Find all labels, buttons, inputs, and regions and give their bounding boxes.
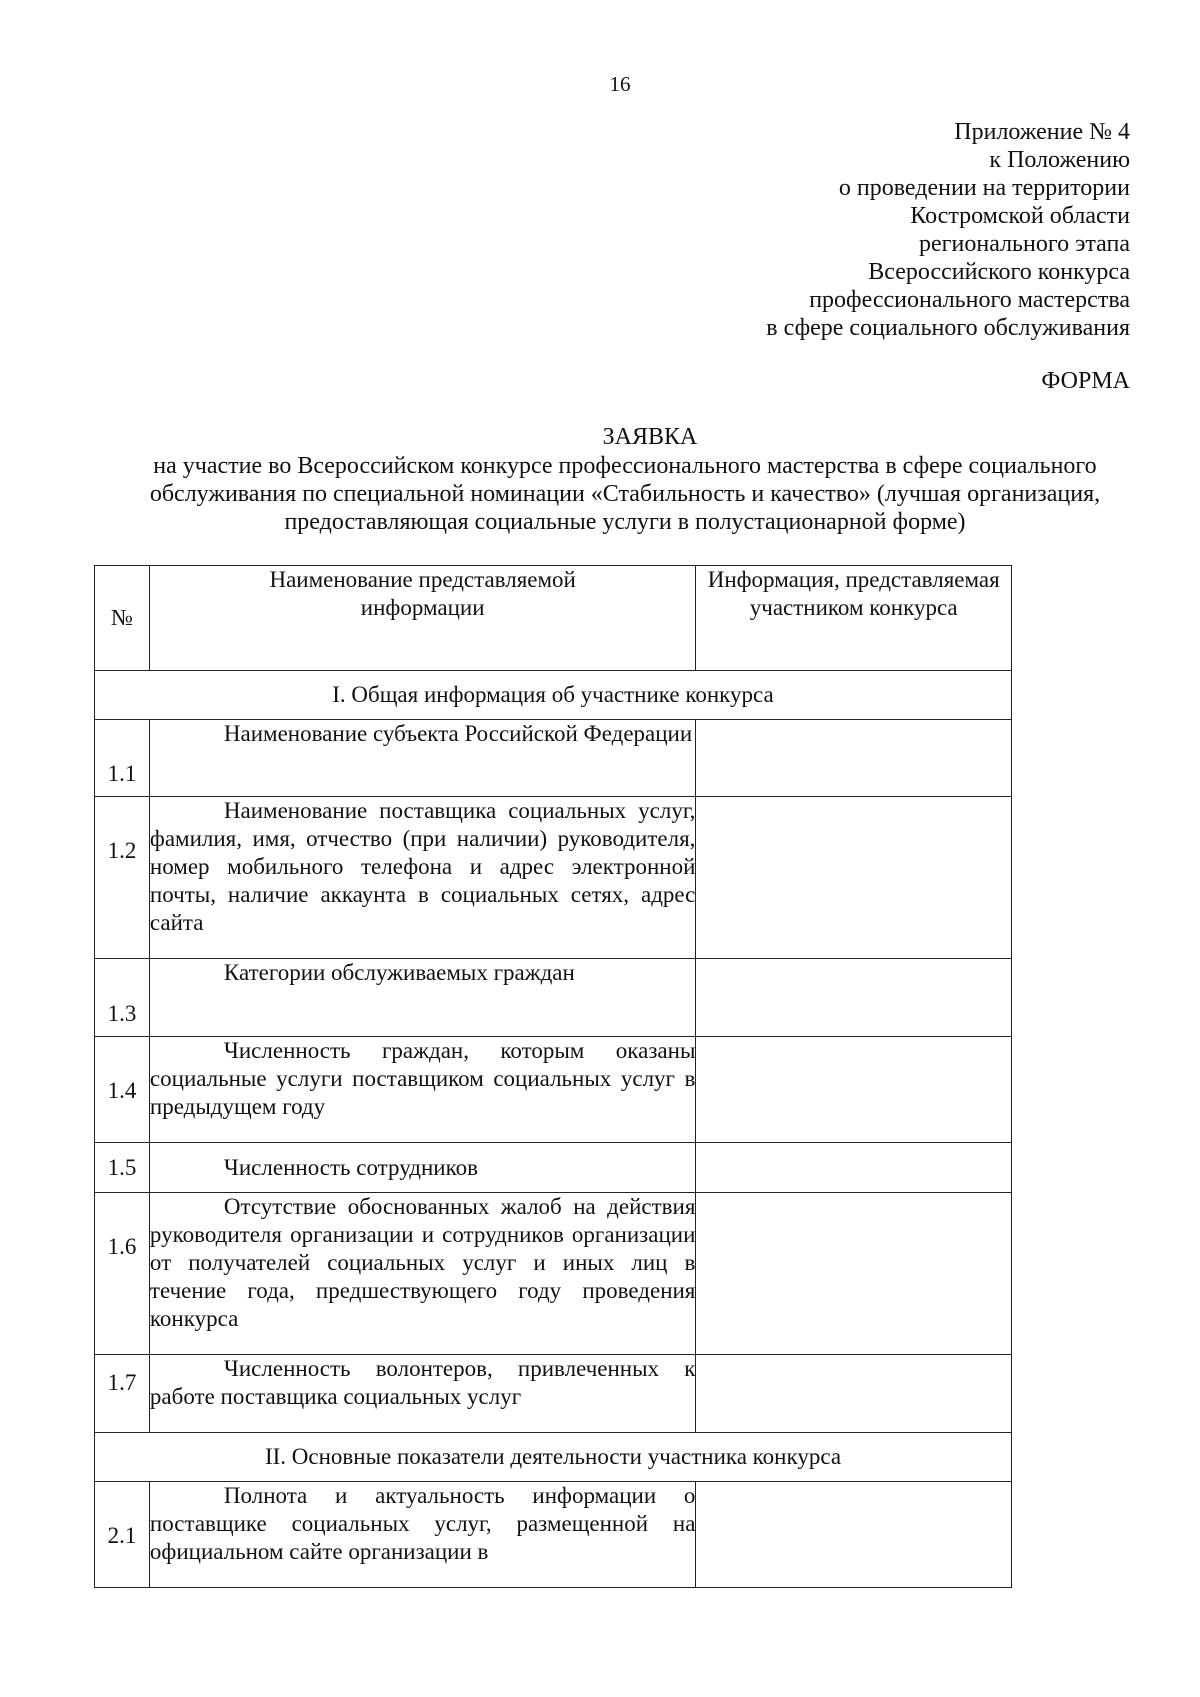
appendix-line: в сфере социального обслуживания: [766, 315, 1130, 341]
row-text: [149, 1037, 695, 1143]
row-text: [149, 1193, 695, 1355]
row-number: 1.4: [95, 1037, 150, 1143]
info-cell[interactable]: [696, 1037, 1012, 1143]
subtitle-line: обслуживания по специальной номинации «Стабильность и качество» (лучшая организация,: [149, 481, 1101, 507]
subtitle-line: на участие во Всероссийском конкурсе профессионального мастерства в сфере социального: [153, 453, 1097, 479]
table-row: [95, 1037, 1012, 1143]
info-cell[interactable]: [696, 720, 1012, 797]
row-text: [149, 959, 695, 1037]
row-text: [149, 797, 695, 959]
table-row: [95, 1355, 1012, 1433]
info-cell[interactable]: [696, 959, 1012, 1037]
row-number: 1.7: [95, 1355, 150, 1433]
section-row: [95, 671, 1012, 720]
appendix-line: Приложение № 4: [954, 119, 1130, 145]
row-text: [149, 720, 695, 797]
application-form-table: [94, 565, 1012, 1588]
header-info-value: Информация, представляемая участником конкурса: [696, 566, 1012, 671]
table-row: [95, 1482, 1012, 1588]
row-text: [149, 1355, 695, 1433]
row-number: 1.2: [95, 797, 150, 959]
appendix-line: профессионального мастерства: [809, 287, 1130, 313]
row-number: 2.1: [95, 1482, 150, 1588]
appendix-line: о проведении на территории: [838, 175, 1130, 201]
row-number: 1.1: [95, 720, 150, 797]
table-header-row: [95, 566, 1012, 671]
table-row: [95, 797, 1012, 959]
appendix-block: [766, 118, 1130, 342]
row-text-content: Отсутствие обоснованных жалоб на действия руководителя организации и сотрудников организации от получателей социальных услуг и иных лиц в течение года, предшествующего году проведения конкурса: [149, 1194, 696, 1331]
row-number: 1.5: [95, 1143, 150, 1193]
row-text-content: Полнота и актуальность информации о поставщике социальных услуг, размещенной на официальном сайте организации в: [149, 1483, 696, 1564]
page-number: 16: [609, 72, 631, 96]
form-label: ФОРМА: [1041, 368, 1130, 394]
header-number: №: [95, 566, 150, 671]
appendix-line: Всероссийского конкурса: [868, 259, 1130, 285]
info-cell[interactable]: [696, 1482, 1012, 1588]
info-cell[interactable]: [696, 797, 1012, 959]
table-row: [95, 1143, 1012, 1193]
info-cell[interactable]: [696, 1143, 1012, 1193]
appendix-line: Костромской области: [910, 203, 1130, 229]
section-title: II. Основные показатели деятельности участника конкурса: [95, 1433, 1012, 1482]
row-text: [149, 1482, 695, 1588]
table-row: [95, 720, 1012, 797]
row-text-content: Наименование поставщика социальных услуг, фамилия, имя, отчество (при наличии) руководителя, номер мобильного телефона и адрес электронной почты, наличие аккаунта в социальных сетях, адрес сайта: [149, 798, 696, 935]
document-subtitle: [120, 452, 1130, 536]
table-row: [95, 1193, 1012, 1355]
appendix-line: к Положению: [989, 147, 1130, 173]
table-row: [95, 959, 1012, 1037]
row-number: 1.6: [95, 1193, 150, 1355]
row-text-content: Численность граждан, которым оказаны социальные услуги поставщиком социальных услуг в предыдущем году: [149, 1038, 696, 1119]
appendix-line: регионального этапа: [919, 231, 1130, 257]
row-text-content: Категории обслуживаемых граждан: [223, 960, 575, 985]
info-cell[interactable]: [696, 1193, 1012, 1355]
section-row: [95, 1433, 1012, 1482]
row-text-content: Наименование субъекта Российской Федерации: [223, 721, 693, 746]
info-cell[interactable]: [696, 1355, 1012, 1433]
document-title: ЗАЯВКА: [602, 424, 698, 450]
row-text: [149, 1143, 695, 1193]
header-info-name: Наименование представляемой информации: [149, 566, 695, 671]
row-text-content: Численность волонтеров, привлеченных к работе поставщика социальных услуг: [149, 1356, 696, 1409]
subtitle-line: предоставляющая социальные услуги в полустационарной форме): [284, 509, 966, 535]
row-text-content: Численность сотрудников: [223, 1154, 478, 1180]
row-number: 1.3: [95, 959, 150, 1037]
section-title: I. Общая информация об участнике конкурса: [95, 671, 1012, 720]
